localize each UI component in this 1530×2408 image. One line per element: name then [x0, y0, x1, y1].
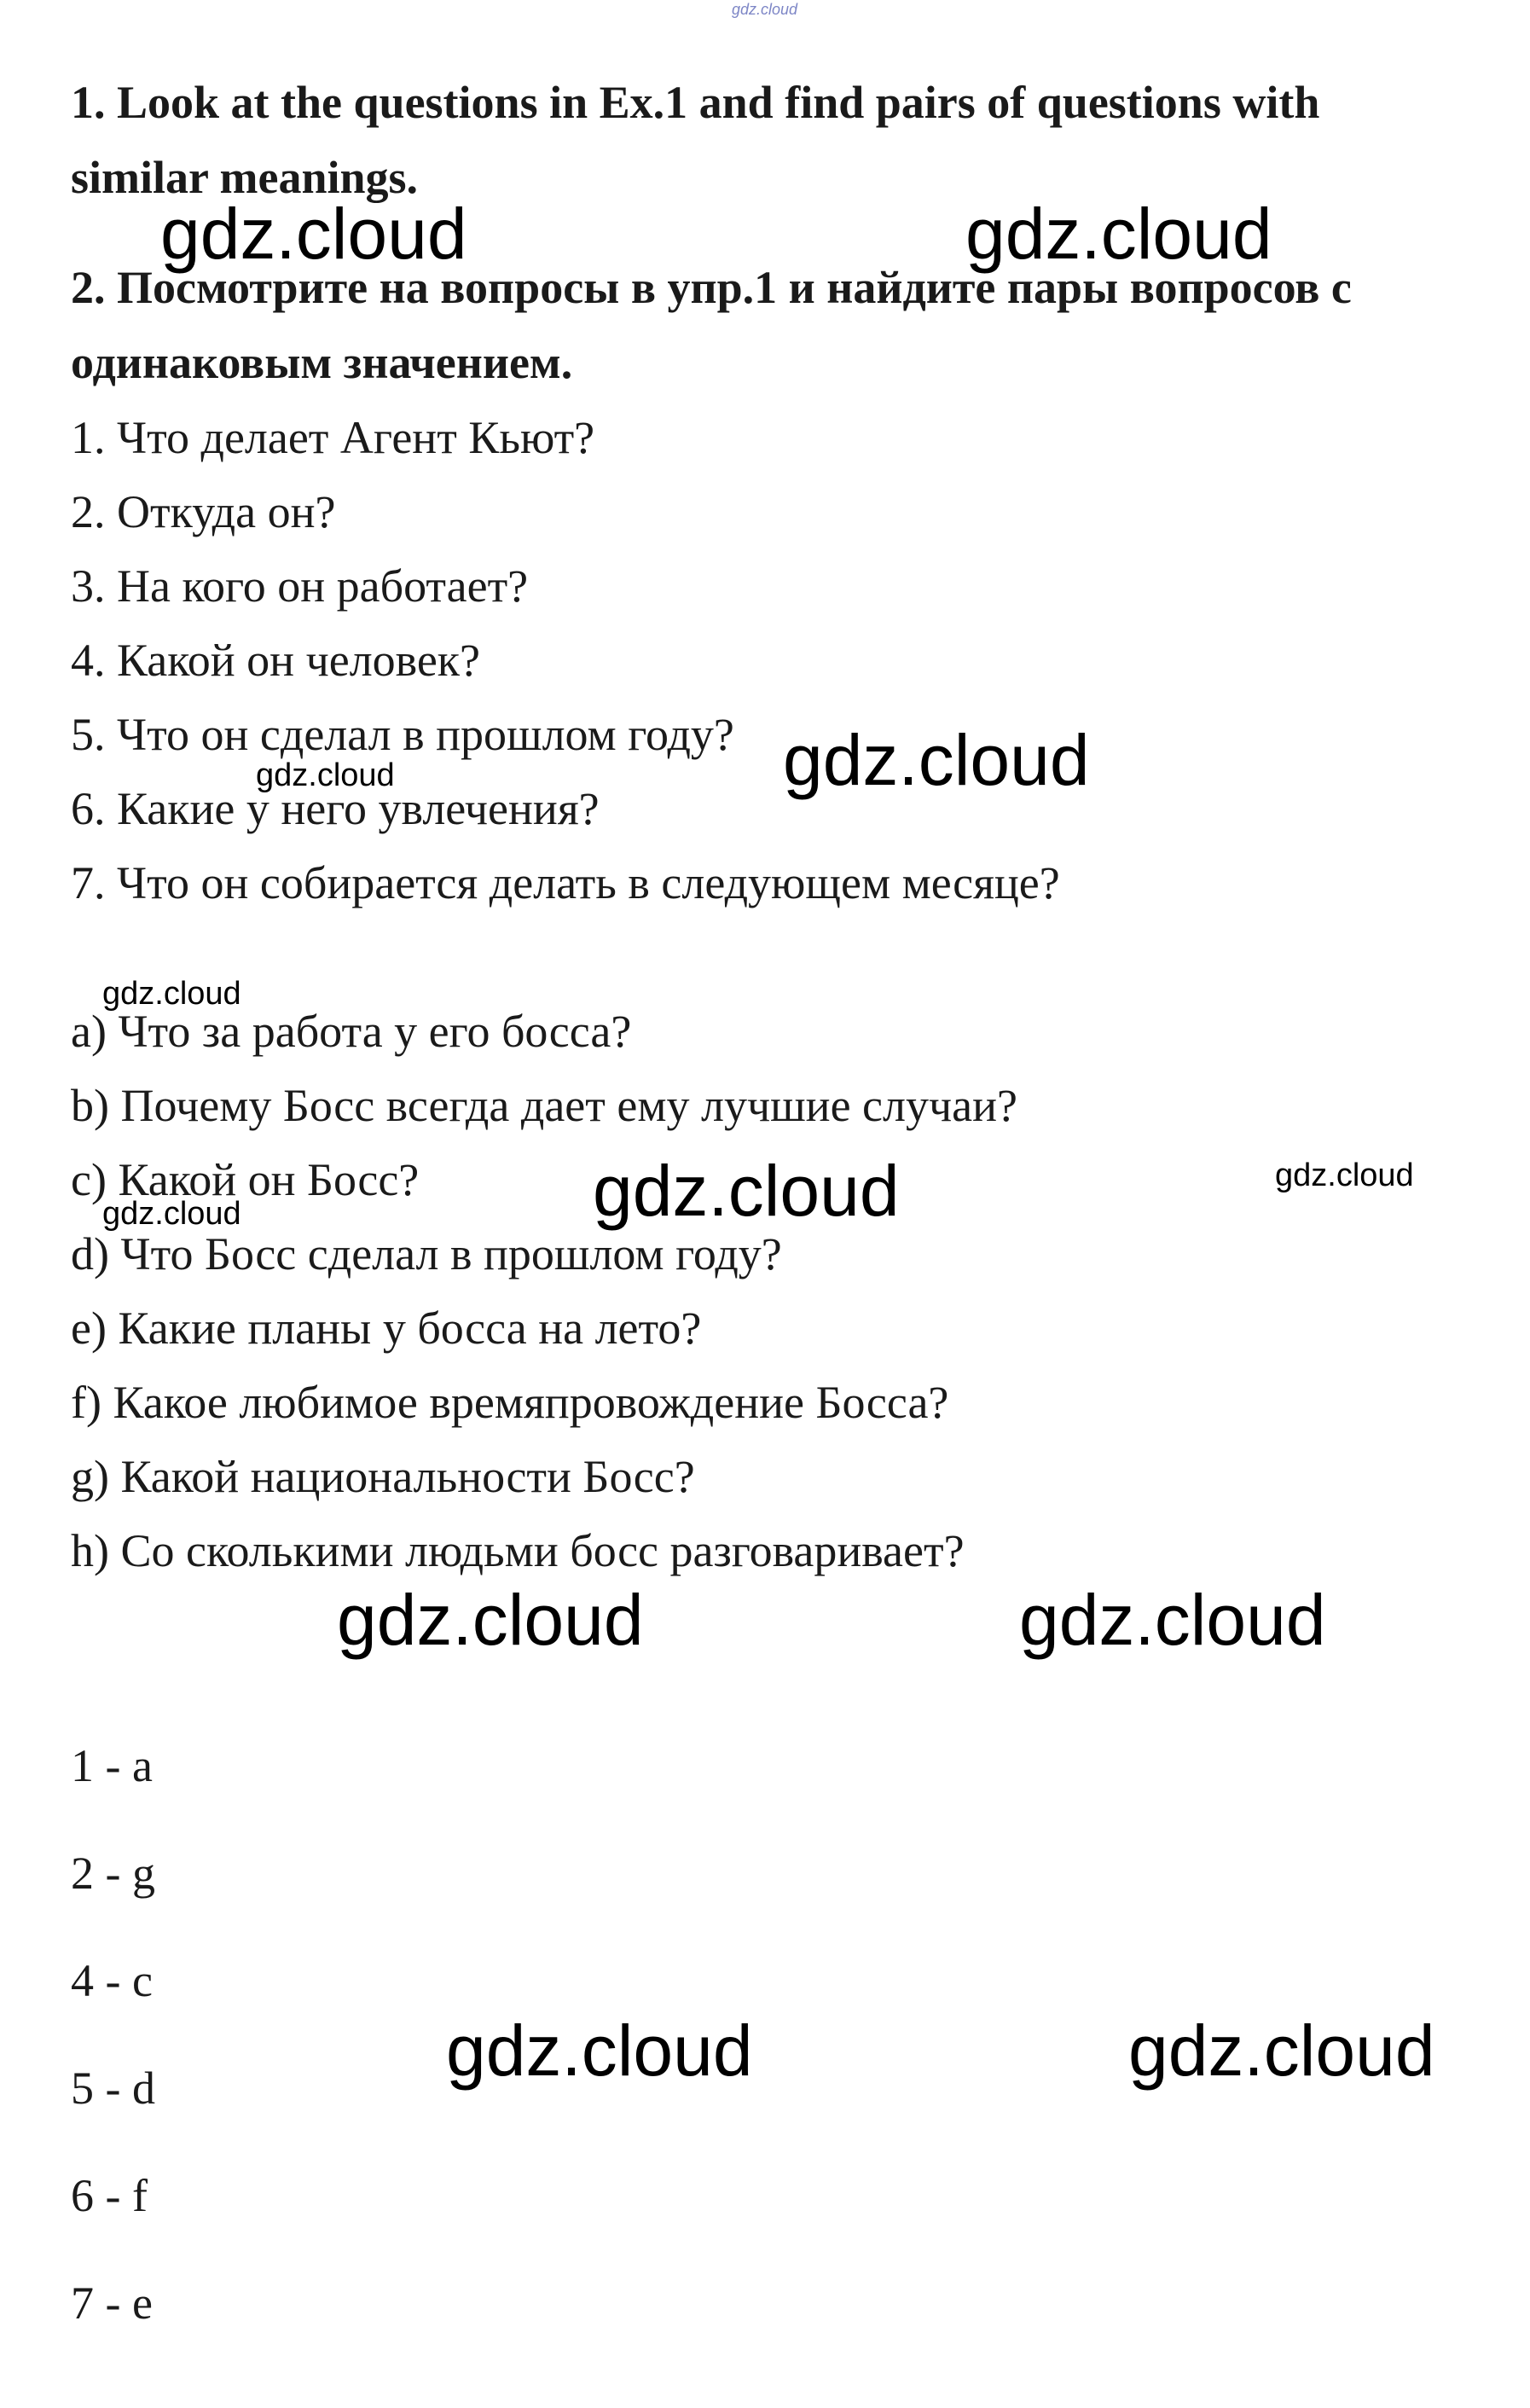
question-7: 7. Что он собирается делать в следующем месяце?: [71, 857, 1060, 908]
watermark: gdz.cloud: [102, 1196, 241, 1232]
question-b: b) Почему Босс всегда дает ему лучшие случаи?: [71, 1080, 1017, 1131]
answer-1: 1 - a: [71, 1740, 153, 1791]
question-f: f) Какое любимое времяпровождение Босса?: [71, 1377, 949, 1428]
question-h: h) Со сколькими людьми босс разговаривает?: [71, 1525, 965, 1576]
question-g: g) Какой национальности Босс?: [71, 1451, 695, 1502]
watermark: gdz.cloud: [256, 757, 395, 793]
task-ru-line-2: одинаковым значением.: [71, 337, 573, 388]
watermark: gdz.cloud: [1275, 1158, 1414, 1193]
answer-6: 7 - e: [71, 2277, 153, 2329]
watermark: gdz.cloud: [593, 1151, 900, 1231]
task-en-line-2: similar meanings.: [71, 152, 419, 203]
question-4: 4. Какой он человек?: [71, 635, 480, 686]
watermark: gdz.cloud: [337, 1580, 644, 1660]
question-c: c) Какой он Босс?: [71, 1154, 420, 1205]
task-ru-line-1: 2. Посмотрите на вопросы в упр.1 и найдите пары вопросов с: [71, 262, 1352, 313]
question-6: 6. Какие у него увлечения?: [71, 783, 600, 834]
question-2: 2. Откуда он?: [71, 486, 336, 537]
watermark: gdz.cloud: [783, 720, 1090, 800]
question-d: d) Что Босс сделал в прошлом году?: [71, 1228, 782, 1279]
question-a: a) Что за работа у его босса?: [71, 1006, 632, 1057]
top-watermark: gdz.cloud: [732, 1, 798, 18]
task-en-line-1: 1. Look at the questions in Ex.1 and find pairs of questions with: [71, 77, 1320, 128]
watermark: gdz.cloud: [160, 194, 467, 274]
watermark: gdz.cloud: [1128, 2011, 1435, 2091]
watermark: gdz.cloud: [965, 194, 1272, 274]
question-5: 5. Что он сделал в прошлом году?: [71, 709, 734, 760]
question-e: e) Какие планы у босса на лето?: [71, 1303, 702, 1354]
watermark: gdz.cloud: [446, 2011, 753, 2091]
watermark: gdz.cloud: [1019, 1580, 1326, 1660]
answer-5: 6 - f: [71, 2170, 148, 2221]
question-1: 1. Что делает Агент Кьют?: [71, 412, 595, 463]
answer-3: 4 - c: [71, 1955, 153, 2006]
watermark: gdz.cloud: [102, 976, 241, 1012]
answer-2: 2 - g: [71, 1848, 155, 1899]
answer-4: 5 - d: [71, 2063, 155, 2114]
question-3: 3. На кого он работает?: [71, 560, 529, 612]
